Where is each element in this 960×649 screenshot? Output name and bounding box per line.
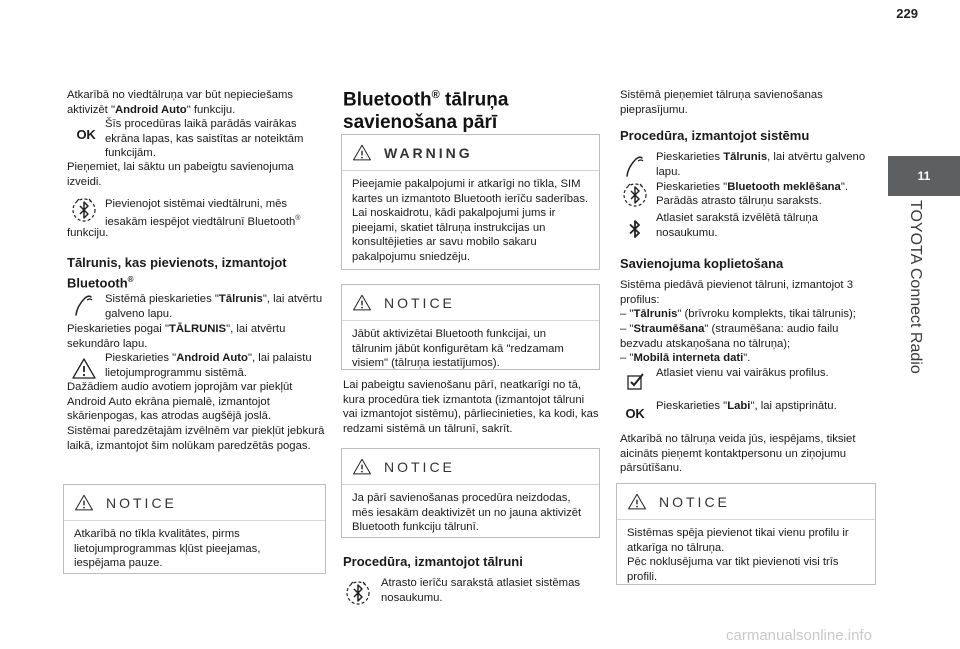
bluetooth-icon	[622, 216, 648, 242]
contacts-transfer-paragraph: Atkarībā no tālruņa veida jūs, iespējams, tiksiet aicināts pieņemt kontaktpersonu un ziņojumu pārsūtīšanu.	[620, 433, 856, 474]
checkbox-icon	[622, 368, 648, 394]
notice-title: NOTICE	[384, 294, 455, 311]
warning-text: Pieejamie pakalpojumi ir atkarīgi no tīkla, SIM kartes un izmantoto Bluetooth ierīču saderības. Lai noskaidrotu, kādi pakalpojumi jums ir pieejami, skatiet tālruņa instrukcijas un konsultējieties ar savu mobilo sakaru pakalpojumu sniedzēju.	[352, 178, 589, 263]
ok-icon: OK	[625, 405, 645, 421]
ok-step-text: Šīs procedūras laikā parādās vairākas ekrāna lapas, kas saistītas ar noteiktām funkcijām.	[105, 118, 304, 159]
notice-title: NOTICE	[384, 458, 455, 475]
step-open-phone: Sistēmā pieskarieties "Tālrunis", lai atvērtu galveno lapu.	[105, 293, 323, 320]
notice-box-network	[63, 484, 326, 574]
step-select-system: Atrasto ierīču sarakstā atlasiet sistēmas nosaukumu.	[381, 577, 581, 604]
accept-paragraph: Pieņemiet, lai sāktu un pabeigtu savienojuma izveidi.	[67, 161, 294, 188]
menus-paragraph: Sistēmai paredzētajām izvēlnēm var piekļūt jebkurā laikā, izmantojot šim nolūkam paredzētās pogas.	[67, 425, 325, 452]
accept-request-paragraph: Sistēmā pieņemiet tālruņa savienošanas pieprasījumu.	[620, 89, 823, 116]
profile-mobile-data: – "Mobilā interneta dati".	[620, 352, 751, 364]
notice-text: Jābūt aktivizētai Bluetooth funkcijai, un tālrunim jābūt konfigurētam kā "redzamam visiem" (tālruņa iestatījumos).	[352, 328, 564, 369]
ok-icon: OK	[76, 126, 96, 142]
section-heading-system-procedure: Procedūra, izmantojot sistēmu	[620, 128, 810, 143]
warning-box	[341, 134, 600, 270]
section-heading-connection-sharing: Savienojuma koplietošana	[620, 256, 784, 271]
audio-sources-paragraph: Dažādiem audio avotiem joprojām var piekļūt Android Auto ekrāna piemalē, izmantojot skārienpogas, kas atrodas augšējā joslā.	[67, 381, 293, 422]
step-android-auto: Pieskarieties "Android Auto", lai palaistu lietojumprogrammu sistēmā.	[105, 352, 312, 379]
step-bluetooth-search: Pieskarieties "Bluetooth meklēšana".	[656, 181, 848, 193]
notice-text: Atkarībā no tīkla kvalitātes, pirms lietojumprogrammas kļūst pieejamas, iespējama pauze.	[74, 528, 261, 569]
step-select-phone: Atlasiet sarakstā izvēlētā tālruņa nosaukumu.	[656, 212, 819, 239]
profiles-intro: Sistēma piedāvā pievienot tālruni, izmantojot 3 profilus:	[620, 279, 853, 306]
bluetooth-icon	[345, 580, 371, 606]
chapter-title: TOYOTA Connect Radio	[907, 200, 924, 374]
notice-box-failure	[341, 448, 600, 538]
section-heading-phone-procedure: Procedūra, izmantojot tālruni	[343, 554, 523, 569]
watermark: carmanualsonline.info	[726, 627, 872, 644]
page-title: Bluetooth® tālruņa savienošana pārī	[343, 89, 509, 134]
notice-icon	[74, 493, 94, 513]
warning-icon	[352, 143, 372, 163]
warning-title: WARNING	[384, 144, 473, 161]
notice-text: Sistēmas spēja pievienot tikai vienu profilu ir atkarīga no tālruņa. Pēc noklusējuma var tikt pievienoti visi trīs profili.	[627, 527, 849, 583]
notice-box-visible	[341, 284, 600, 370]
tap-icon	[71, 292, 97, 318]
warning-icon	[71, 356, 97, 382]
bluetooth-icon	[71, 197, 97, 223]
tap-icon	[622, 153, 648, 179]
notice-icon	[352, 457, 372, 477]
pairing-paragraph: Lai pabeigtu savienošanu pārī, neatkarīgi no tā, kura procedūra tiek izmantota (izmantojot tālruni vai izmantojot sistēmu), pārliecinieties, ka kodi, kas redzami sistēmā un tālrunī, sakrīt.	[343, 379, 599, 435]
bluetooth-icon	[622, 182, 648, 208]
notice-title: NOTICE	[659, 493, 730, 510]
intro-paragraph: Atkarībā no viedtālruņa var būt nepieciešams aktivizēt "Android Auto" funkciju.	[67, 89, 294, 116]
phones-list-text: Parādās atrasto tālruņu saraksts.	[656, 195, 822, 207]
notice-icon	[352, 293, 372, 313]
page-number: 229	[896, 6, 918, 21]
bluetooth-step-text: Pievienojot sistēmai viedtālruni, mēs iesakām iespējot viedtālrunī Bluetooth®	[105, 198, 301, 228]
step-open-phone: Pieskarieties Tālrunis, lai atvērtu galveno lapu.	[656, 151, 866, 178]
step-phone-button: Pieskarieties pogai "TĀLRUNIS", lai atvērtu sekundāro lapu.	[67, 323, 286, 350]
bluetooth-step-text-end: funkciju.	[67, 227, 109, 239]
profile-phone: – "Tālrunis" (brīvroku komplekts, tikai tālrunis);	[620, 308, 856, 320]
notice-box-profiles	[616, 483, 876, 585]
notice-title: NOTICE	[106, 494, 177, 511]
notice-icon	[627, 492, 647, 512]
step-confirm: Pieskarieties "Labi", lai apstiprinātu.	[656, 400, 837, 412]
notice-text: Ja pārī savienošanas procedūra neizdodas, mēs iesakām deaktivizēt un no jauna aktivizēt Bluetooth funkciju tālrunī.	[352, 492, 582, 533]
section-heading-bluetooth-phone: Tālrunis, kas pievienots, izmantojot Bluetooth®	[67, 255, 287, 291]
step-select-profiles: Atlasiet vienu vai vairākus profilus.	[656, 367, 829, 379]
chapter-tab[interactable]: 11	[888, 156, 960, 196]
profile-streaming: – "Straumēšana" (straumēšana: audio failu bezvadu atskaņošana no tālruņa);	[620, 323, 839, 350]
